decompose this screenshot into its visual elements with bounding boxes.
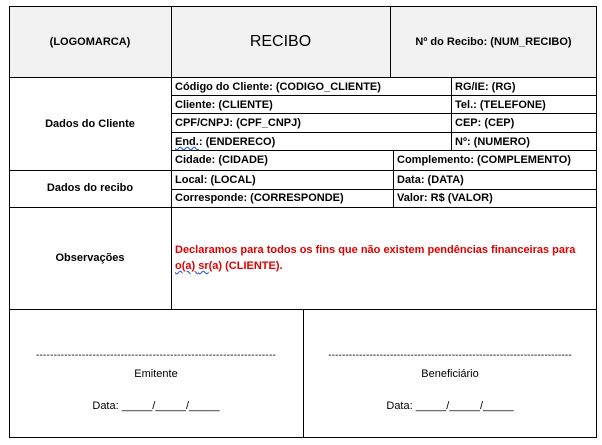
- client-complement: Complemento: (COMPLEMENTO): [397, 154, 571, 166]
- client-city: Cidade: (CIDADE): [175, 154, 268, 166]
- address-prefix: End.: [175, 136, 199, 148]
- emitente-label: Emitente: [134, 368, 178, 380]
- client-cpf: CPF/CNPJ: (CPF_CNPJ): [175, 117, 301, 129]
- observations-line-2-a: o(a): [175, 260, 199, 272]
- receipt-corresponde: Corresponde: (CORRESPONDE): [175, 192, 344, 204]
- receipt-number: Nº do Recibo: (NUM_RECIBO): [415, 36, 572, 48]
- receipt-local: Local: (LOCAL): [175, 174, 256, 186]
- observations-line-2-c: (a) (CLIENTE).: [208, 260, 283, 272]
- client-cep: CEP: (CEP): [455, 117, 515, 129]
- client-phone: Tel.: (TELEFONE): [455, 99, 546, 111]
- emitente-signature-line: --------------------------------------------------------------------: [35, 350, 277, 361]
- receipt-date: Data: (DATA): [397, 174, 464, 186]
- client-rg: RG/IE: (RG): [455, 81, 516, 93]
- client-name: Cliente: (CLIENTE): [175, 99, 273, 111]
- logo-placeholder: (LOGOMARCA): [49, 36, 131, 48]
- client-number: Nº: (NUMERO): [455, 136, 530, 148]
- emitente-date: Data: _____/_____/_____: [92, 400, 220, 412]
- observations-label: Observações: [55, 252, 125, 264]
- beneficiario-label: Beneficiário: [421, 368, 479, 380]
- observations-line-1: Declaramos para todos os fins que não existem pendências financeiras para: [175, 244, 576, 256]
- client-address: [175, 135, 275, 149]
- client-section-label: Dados do Cliente: [45, 118, 135, 130]
- client-code: Código do Cliente: (CODIGO_CLIENTE): [175, 81, 381, 93]
- address-value: : (ENDERECO): [198, 136, 276, 148]
- observations-line-2-b: sr: [198, 260, 209, 272]
- page-title: RECIBO: [249, 33, 312, 50]
- beneficiario-signature-line: -----------------------------------------------------------------------: [328, 350, 572, 361]
- observations-line-2: [175, 259, 283, 273]
- receipt-value: Valor: R$ (VALOR): [397, 192, 493, 204]
- beneficiario-date: Data: _____/_____/_____: [386, 400, 514, 412]
- receipt-section-label: Dados do recibo: [46, 182, 134, 194]
